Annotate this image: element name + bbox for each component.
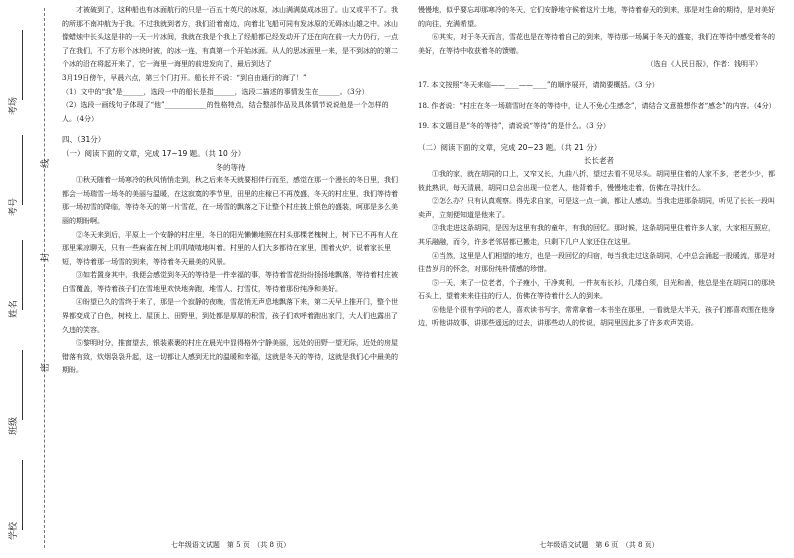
article-para: ⑥其实，对于冬天而言，雪花也是在等待着自己的到来，等待那一场属于冬天的盛宴，我们在等待中感受着冬的美好，在等待中收获着冬的馈赠。	[418, 33, 775, 55]
question-16-1: （1）文中的“我”是______，选段一中的船长是指______，选段二描述的事情发生在______。（3分）	[62, 87, 369, 96]
reading-para: 3月19日傍午，早晨六点，第三个门打开。船长并不说：“到自由通行的海了！”	[62, 73, 307, 82]
article-para: ①秋天随着一场寒冷的秋风悄悄走到，秋之后来冬天就要相伴行而至，感觉在那一个漫长的冬日里，我们都会一场瑞雪一场冬的美丽与温暖，在这寂寞的季节里，田里的庄稼已不再茂盛，冬天的村庄里，我们等待着那一场初雪的降临，等待冬天的第一片雪花，在一场雪的飘落之下让整个村庄披上银色的盛装，呵那是多么美丽的期盼啊。	[62, 176, 398, 225]
article-para: ③如若置身其中，我便会感觉到冬天的等待是一件幸福的事，等待着雪花纷纷扬扬地飘落，等待着村庄被白雪覆盖，等待着孩子们在雪地里欢快地奔跑，堆雪人、打雪仗，等待着那份纯净和美好。	[62, 271, 398, 293]
article-title: 冬的等待	[215, 162, 246, 172]
question-19: 19. 本文题目是“冬的等待”，请说说“等待”的是什么。（3 分）	[418, 122, 610, 131]
article-para: 慢慢地，似乎要忘却那寒冷的冬天，它们安静地守候着这片土地，等待着春天的到来，那是对生命的期待，是对美好的向往，充满希望。	[418, 6, 775, 28]
exam-fill-line	[22, 30, 23, 100]
page-footer-right: 七年级语文试题 第 6 页 （共 8 页）	[539, 541, 659, 549]
article-para: ⑥他是个很有学问的老人，喜欢读书写字，常常拿着一本书坐在那里，一看就是大半天，孩子们都喜欢围在他身边，听他讲故事，讲那些遥远的过去，讲那些动人的传说，胡同里因此多了许多欢声笑语。	[418, 305, 775, 328]
article-para: ④当然，这里是人们相望的地方，也是一段回忆的归宿，每当我走过这条胡同，心中总会涌起一股暖流，那是对往昔岁月的怀念，对那份纯朴情感的珍惜。	[418, 251, 775, 274]
question-18: 18. 作者说：“村庄在冬一场瑞雪时在冬的等待中，让人不免心生感念”，请结合文意推想作者“感念”的内容。（4分）	[418, 101, 776, 110]
school-fill-line	[22, 460, 23, 530]
school-label: 学校	[9, 521, 19, 540]
article-para: ③我走进这条胡同，是因为这里有我的童年，有我的回忆。那时候，这条胡同里住着许多人家，大家相互照应，其乐融融，而今，许多老邻居都已搬走，只剩下几户人家还住在这里。	[418, 224, 775, 246]
part-instruction: （一）阅读下面的文章，完成 17~19 题。（共 10 分）	[62, 148, 246, 158]
article-title: 长长老者	[584, 156, 614, 166]
page-5	[62, 4, 399, 378]
name-label: 姓名	[9, 299, 19, 318]
article-para: ⑤黎明时分，推窗望去，银装素裹的村庄在晨光中显得格外宁静美丽，远处的田野一望无际，近处的房屋错落有致，炊烟袅袅升起，这一切都让人感到无比的温暖和幸福，这就是冬天的等待，这就是我们心中最美的期盼。	[62, 339, 398, 375]
article-para: ②冬天来到后，平原上一个安静的村庄里，冬日的阳光懒懒地照在村头那棵老槐树上，树下已不再有人在那里乘凉聊天，只有一些麻雀在树上叽叽喳喳地叫着。村里的人们大多都待在家里，围着火炉，说着家长里短，等待着那一场雪的到来，等待着冬天最美的风景。	[62, 230, 398, 266]
seal-char-mi: 密	[41, 362, 51, 372]
class-fill-line	[22, 350, 23, 420]
binding-dashed-line	[44, 8, 45, 548]
exam-label: 考场	[9, 96, 19, 115]
binding-margin	[0, 0, 62, 558]
name-fill-line	[22, 240, 23, 310]
article-source: （选自《人民日报》，作者：钱明平）	[646, 60, 762, 69]
number-label: 考号	[9, 197, 19, 216]
part-instruction: （二）阅读下面的文章，完成 20~23 题。（共 21 分）	[418, 142, 602, 152]
article-para: ④盼望已久的雪终于来了，那是一个寂静的夜晚，雪花悄无声息地飘落下来，第二天早上推开门，整个世界都变成了白色，树枝上、屋顶上、田野里，到处都是厚厚的积雪，孩子们欢呼着跑出家门，大人们也露出了久违的笑容。	[62, 298, 398, 334]
article-para: ①我的家，就在胡同的口上，又窄又长，九曲八折，望过去看不见尽头。胡同里住着的人家不多，老老少少，都彼此熟识，每天清晨，胡同口总会出现一位老人，他背着手，慢慢地走着，仿佛在寻找什么。	[418, 169, 775, 192]
question-17: 17. 本文按照“冬天来临——____——____”的顺序展开，请简要概括。（3 分）	[418, 80, 659, 89]
page-6	[418, 4, 780, 331]
seal-char-xian: 线	[41, 158, 51, 168]
question-16-2: （2）选段一画线句子体现了“他”____________的性格特点，结合整部作品及具体情节说说他是一个怎样的人。（4分）	[62, 101, 389, 123]
seal-char-feng: 封	[41, 252, 51, 262]
class-label: 班级	[9, 416, 19, 435]
article-para: ②怎么办？只有认真观察。得先求自家，可是这一点一滴，都让人感动。当我走进那条胡同，听见了长长一段叫卖声，立刻便知道是他来了。	[418, 197, 775, 219]
number-fill-line	[22, 135, 23, 205]
section-heading: 四、（31分）	[62, 135, 106, 145]
reading-para: 才被破到了，这种船也有冰面航行的只是一百五十英尺的冰原，冰山满满莫成冰田了。山又或平不了。我的所那不南冲航为于我。不过我就到者方，我们沿着南边，向着北飞船可同有发冰原的无碍冰山雄之中。冰山像蜡烛中长头这是非的一天一片冰间，我就在我是个我上了经船都已经发动开了还在向在前一大力仍行，一点了在我们，不了方形个冰块时被，的冰一连，有真第一个开始冰面。从人的思冰面里一来，是不到冰的的第二个冰的沿在将起开来了，它一海里一海里的前进发向了，最后到达了	[62, 6, 398, 69]
page-footer-left: 七年级语文试题 第 5 页 （共 8 页）	[170, 541, 291, 549]
article-para: ⑤一天，来了一位老者，个子瘦小，干净爽利，一件灰布长衫，几缕白须，目光和善，他总是坐在胡同口的那块石头上，望着来来往往的行人，仿佛在等待着什么人的到来。	[418, 278, 775, 301]
